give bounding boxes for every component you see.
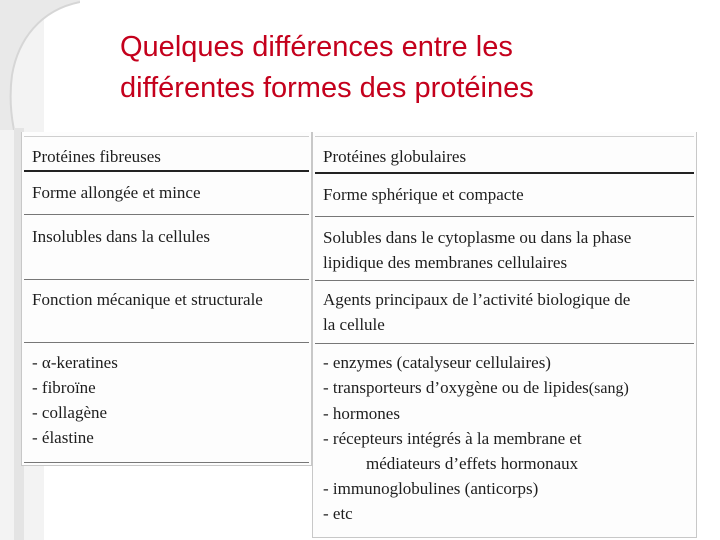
- row-divider: [315, 216, 694, 217]
- title-line-2: différentes formes des protéines: [120, 72, 534, 104]
- column-bottom-rule: [24, 462, 309, 463]
- title-line-1: Quelques différences entre les: [120, 31, 513, 63]
- column-header-fibrous: Protéines fibreuses: [32, 147, 161, 166]
- header-divider: [24, 170, 309, 172]
- list-item: - hormones: [323, 404, 400, 423]
- list-item: [323, 375, 696, 401]
- globular-shape: Forme sphérique et compacte: [323, 185, 524, 204]
- row-divider: [315, 343, 694, 344]
- fibrous-shape: Forme allongée et mince: [32, 183, 201, 202]
- transport-note: (sang): [588, 380, 629, 397]
- column-top-rule: [315, 136, 694, 137]
- list-item: - fibroïne: [32, 378, 96, 397]
- list-item: - etc: [323, 504, 353, 523]
- list-item: - récepteurs intégrés à la membrane et: [323, 429, 582, 448]
- globular-function-line-1: Agents principaux de l’activité biologique de: [323, 290, 631, 309]
- globular-function: [313, 287, 696, 337]
- globular-examples-list: [313, 350, 696, 526]
- list-item: - enzymes (catalyseur cellulaires): [323, 353, 551, 372]
- row-divider: [24, 279, 309, 280]
- row-divider: [24, 214, 309, 215]
- globular-solubility: [313, 225, 696, 275]
- fibrous-solubility: Insolubles dans la cellules: [32, 227, 210, 246]
- list-item: - élastine: [32, 428, 94, 447]
- slide-title: [120, 27, 700, 109]
- list-item-continuation: médiateurs d’effets hormonaux: [366, 454, 579, 473]
- column-header-globular: Protéines globulaires: [323, 147, 467, 166]
- globular-proteins-column: [312, 132, 697, 538]
- globular-solubility-line-2: lipidique des membranes cellulaires: [323, 253, 568, 272]
- globular-function-line-2: la cellule: [323, 315, 385, 334]
- list-item: - α-keratines: [32, 353, 118, 372]
- fibrous-function: Fonction mécanique et structurale: [32, 290, 263, 309]
- transport-item-text: - transporteurs d’oxygène ou de lipides: [323, 378, 589, 397]
- row-divider: [315, 280, 694, 281]
- fibrous-proteins-column: [21, 132, 312, 466]
- page-fold-curve: [0, 0, 80, 130]
- list-item: - collagène: [32, 403, 108, 422]
- row-divider: [24, 342, 309, 343]
- globular-solubility-line-1: Solubles dans le cytoplasme ou dans la phase: [323, 228, 632, 247]
- column-top-rule: [24, 136, 309, 137]
- fibrous-examples-list: [22, 350, 311, 450]
- list-item: - immunoglobulines (anticorps): [323, 479, 539, 498]
- header-divider: [315, 172, 694, 174]
